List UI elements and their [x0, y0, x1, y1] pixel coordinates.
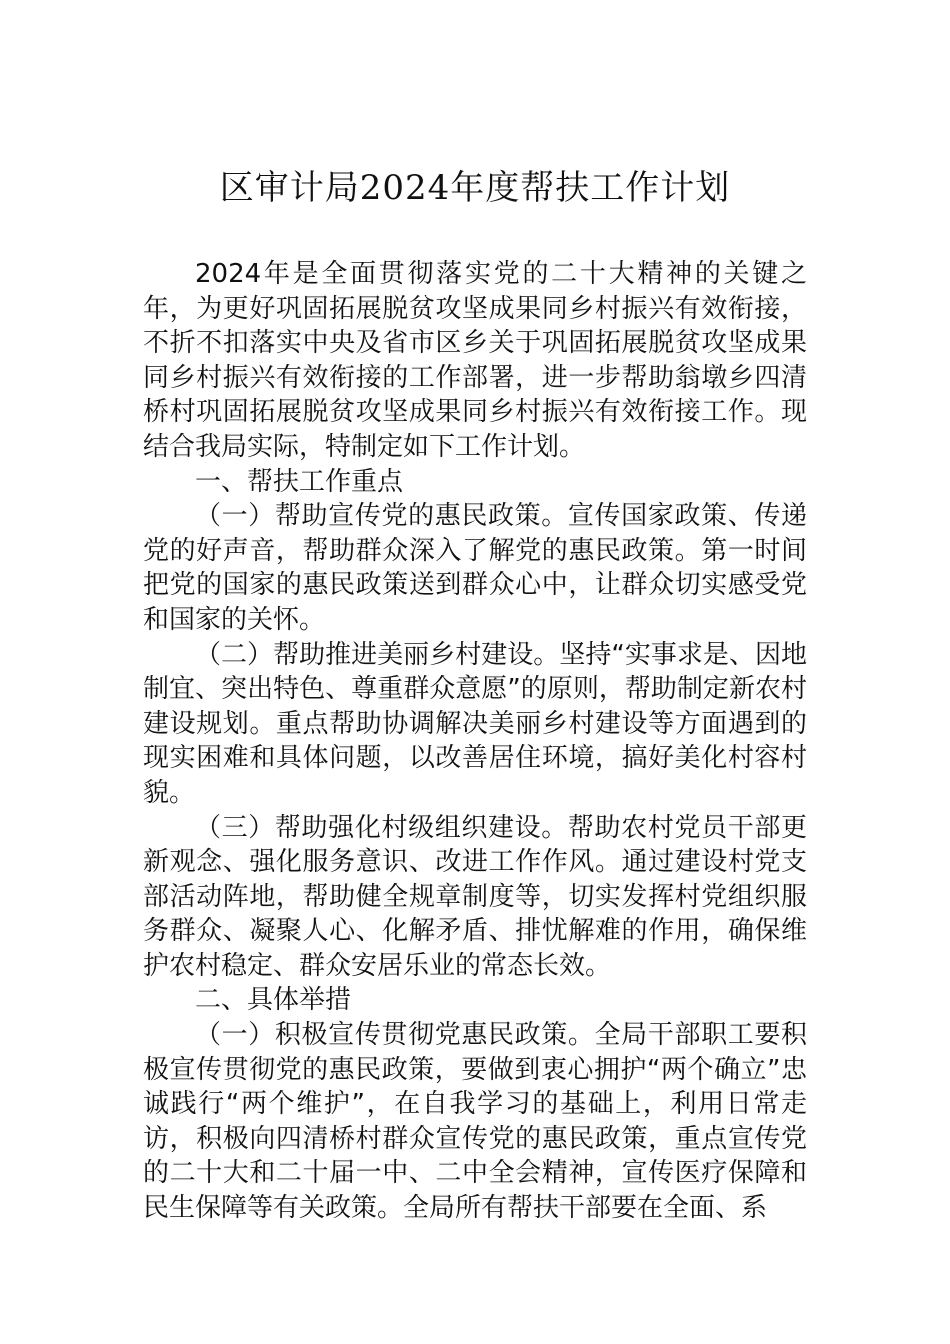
body-paragraph: （一）积极宣传贯彻党惠民政策。全局干部职工要积极宣传贯彻党的惠民政策，要做到衷心拥护“两个确立”忠诚践行“两个维护”，在自我学习的基础上，利用日常走访，积极向四清桥村群众宣传党的惠民政策，重点宣传党的二十大和二十届一中、二中全会精神，宣传医疗保障和民生保障等有关政策。全局所有帮扶干部要在全面、系 [143, 1020, 807, 1224]
body-paragraph: （三）帮助强化村级组织建设。帮助农村党员干部更新观念、强化服务意识、改进工作作风。通过建设村党支部活动阵地，帮助健全规章制度等，切实发挥村党组织服务群众、凝聚人心、化解矛盾、排忧解难的作用，确保维护农村稳定、群众安居乐业的常态长效。 [143, 812, 807, 981]
intro-paragraph: 2024年是全面贯彻落实党的二十大精神的关键之年，为更好巩固拓展脱贫攻坚成果同乡村振兴有效衔接，不折不扣落实中央及省市区乡关于巩固拓展脱贫攻坚成果同乡村振兴有效衔接的工作部署，进一步帮助翁墩乡四清桥村巩固拓展脱贫攻坚成果同乡村振兴有效衔接工作。现结合我局实际，特制定如下工作计划。 [143, 259, 807, 462]
document-body [143, 257, 807, 1226]
body-paragraph: （一）帮助宣传党的惠民政策。宣传国家政策、传递党的好声音，帮助群众深入了解党的惠民政策。第一时间把党的国家的惠民政策送到群众心中，让群众切实感受党和国家的关怀。 [143, 501, 807, 635]
section-heading-2: 二、具体举措 [195, 985, 352, 1016]
document-title: 区审计局2024年度帮扶工作计划 [219, 168, 731, 208]
body-paragraph: （二）帮助推进美丽乡村建设。坚持“实事求是、因地制宜、突出特色、尊重群众意愿”的原则，帮助制定新农村建设规划。重点帮助协调解决美丽乡村建设等方面遇到的现实困难和具体问题，以改善居住环境，搞好美化村容村貌。 [143, 639, 807, 808]
section-heading-1: 一、帮扶工作重点 [195, 466, 404, 497]
